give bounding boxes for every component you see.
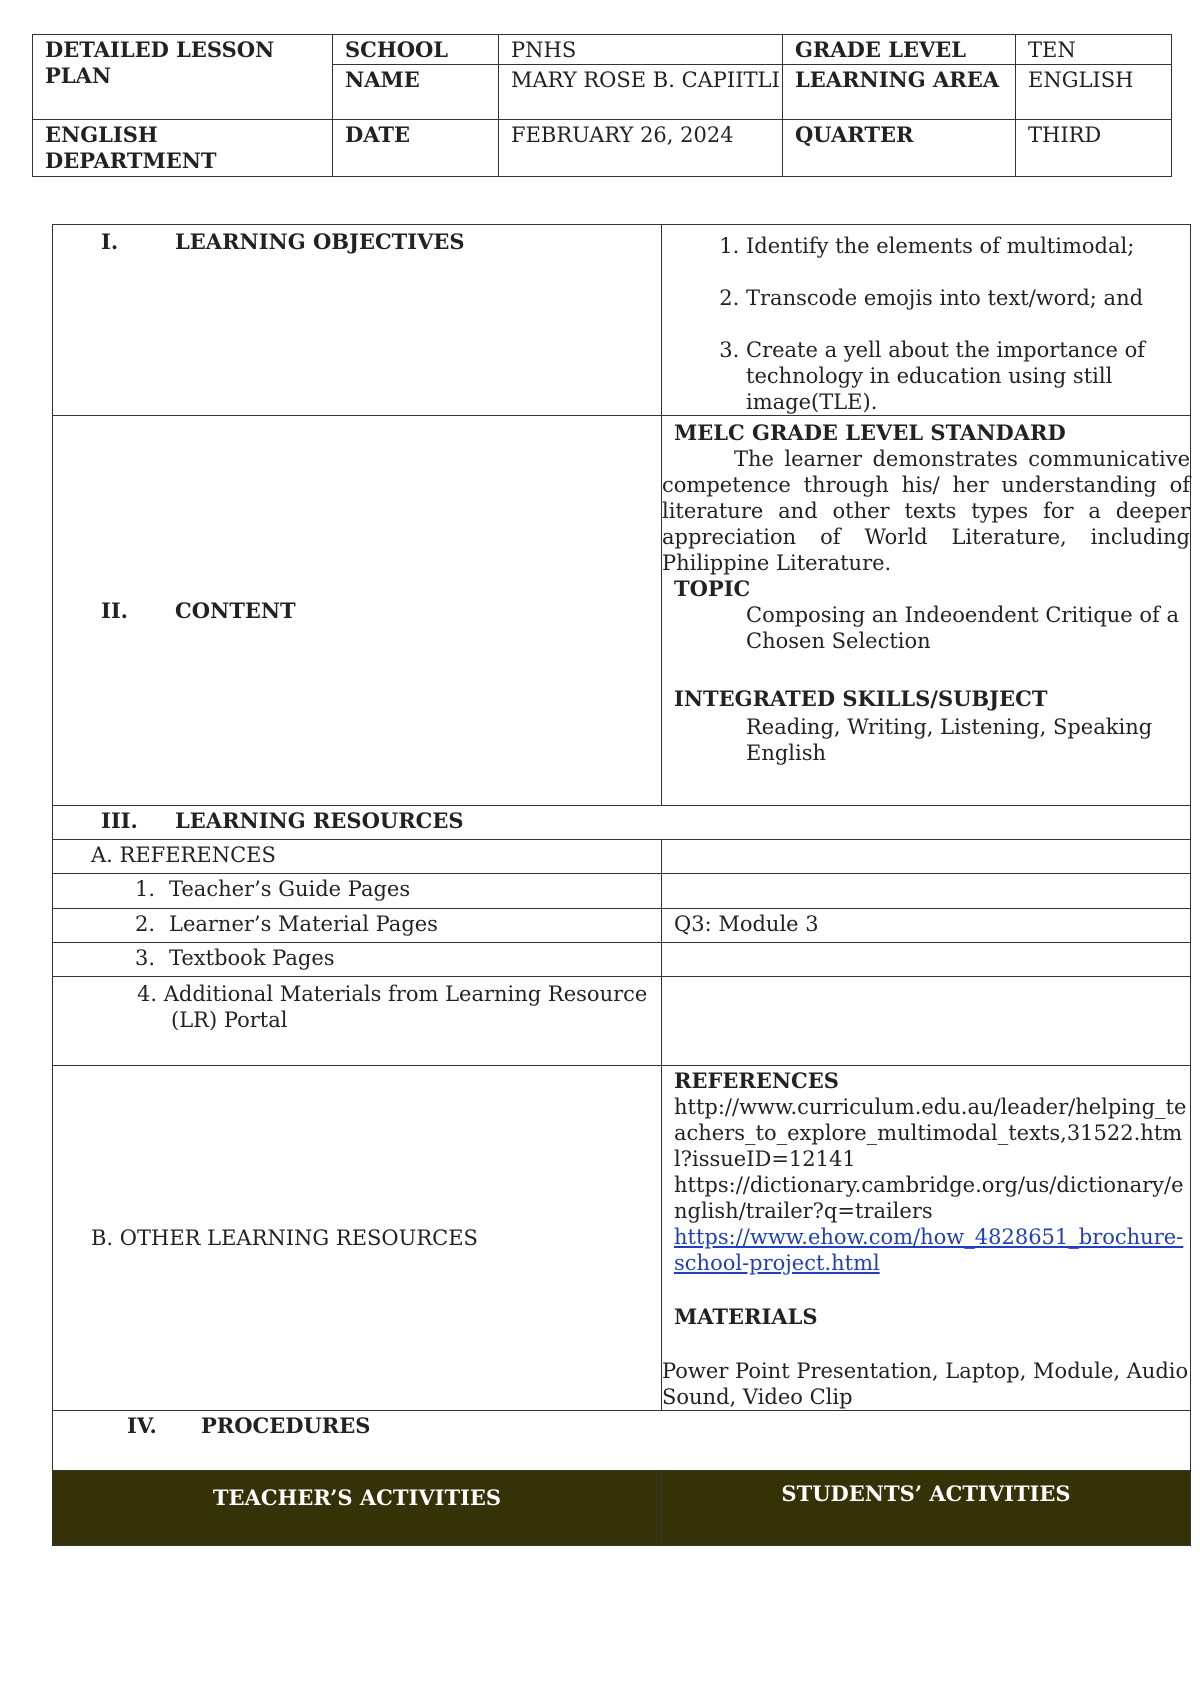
ref-item-number: 3. bbox=[135, 946, 156, 970]
ref-item-label: Learner’s Material Pages bbox=[169, 912, 438, 936]
ref-item4-value bbox=[662, 977, 1191, 1066]
teacher-activities-header: TEACHER’S ACTIVITIES bbox=[53, 1471, 662, 1546]
other-resources-row bbox=[53, 1066, 1191, 1411]
activities-header-row bbox=[53, 1471, 1191, 1546]
ref-item-value: Q3: Module 3 bbox=[662, 909, 1191, 943]
header-table bbox=[32, 34, 1172, 177]
other-resources-cell bbox=[662, 1066, 1191, 1411]
student-activities-header: STUDENTS’ ACTIVITIES bbox=[662, 1471, 1191, 1546]
content-label-cell bbox=[53, 416, 662, 806]
name-value: MARY ROSE B. CAPIITLI bbox=[499, 65, 783, 120]
area-label: LEARNING AREA bbox=[783, 65, 1016, 120]
procedures-title: PROCEDURES bbox=[201, 1413, 371, 1438]
objectives-list bbox=[662, 225, 1190, 415]
skills-heading: INTEGRATED SKILLS/SUBJECT bbox=[674, 686, 1048, 711]
ref-item-row bbox=[53, 874, 1191, 909]
melc-heading: MELC GRADE LEVEL STANDARD bbox=[674, 420, 1066, 445]
references-value bbox=[662, 840, 1191, 874]
resources-numeral: III. bbox=[101, 808, 138, 833]
content-row bbox=[53, 416, 1191, 806]
objectives-list-cell bbox=[662, 225, 1191, 416]
objective-item: 2. Transcode emojis into text/word; and bbox=[746, 285, 1182, 311]
objectives-label-cell bbox=[53, 225, 662, 416]
ref-item4-line2: (LR) Portal bbox=[171, 1008, 288, 1032]
date-value: FEBRUARY 26, 2024 bbox=[499, 120, 783, 177]
ref-item-row bbox=[53, 943, 1191, 977]
ref-item4-cell bbox=[53, 977, 662, 1066]
materials-text: Power Point Presentation, Laptop, Module, Audio Sound, Video Clip bbox=[662, 1359, 1189, 1409]
content-detail-cell bbox=[662, 416, 1191, 806]
resources-row bbox=[53, 806, 1191, 840]
objectives-title: LEARNING OBJECTIVES bbox=[175, 229, 465, 254]
ref-item-cell bbox=[53, 943, 662, 977]
procedures-numeral: IV. bbox=[127, 1413, 157, 1438]
procedures-row bbox=[53, 1411, 1191, 1471]
resources-title: LEARNING RESOURCES bbox=[175, 808, 464, 833]
objective-item: 1. Identify the elements of multimodal; bbox=[746, 233, 1182, 259]
area-value: ENGLISH bbox=[1016, 65, 1172, 120]
plan-title-cell bbox=[33, 35, 333, 120]
ref-item-row bbox=[53, 909, 1191, 943]
ref-item-number: 1. bbox=[135, 877, 156, 901]
content-numeral: II. bbox=[101, 597, 128, 623]
department-label: ENGLISH DEPARTMENT bbox=[33, 120, 333, 177]
materials-heading: MATERIALS bbox=[674, 1304, 818, 1329]
skills-line2: English bbox=[746, 741, 827, 765]
ref-item-cell bbox=[53, 909, 662, 943]
ref-item-cell bbox=[53, 874, 662, 909]
plan-title: DETAILED LESSON PLAN bbox=[45, 37, 275, 88]
ref-item4-line1: 4. Additional Materials from Learning Resource bbox=[137, 982, 648, 1006]
quarter-label: QUARTER bbox=[783, 120, 1016, 177]
lesson-table bbox=[52, 224, 1191, 1546]
skills-line1: Reading, Writing, Listening, Speaking bbox=[746, 715, 1153, 739]
ref-item-number: 2. bbox=[135, 912, 156, 936]
ref-item-label: Teacher’s Guide Pages bbox=[169, 877, 411, 901]
content-title: CONTENT bbox=[175, 597, 296, 623]
ref-link-curriculum: http://www.curriculum.edu.au/leader/helping_teachers_to_explore_multimodal_texts,31522.html?issueID=12141 bbox=[674, 1095, 1187, 1171]
refs-heading: REFERENCES bbox=[674, 1068, 839, 1093]
topic-text: Composing an Indeoendent Critique of a Chosen Selection bbox=[746, 603, 1180, 653]
date-label: DATE bbox=[333, 120, 499, 177]
topic-heading: TOPIC bbox=[674, 576, 751, 601]
objectives-row bbox=[53, 225, 1191, 416]
ref-item-row bbox=[53, 977, 1191, 1066]
ref-item-label: Textbook Pages bbox=[169, 946, 335, 970]
school-label: SCHOOL bbox=[333, 35, 499, 65]
ref-link-cambridge: https://dictionary.cambridge.org/us/dictionary/english/trailer?q=trailers bbox=[674, 1173, 1184, 1223]
quarter-value: THIRD bbox=[1016, 120, 1172, 177]
objectives-numeral: I. bbox=[101, 229, 119, 254]
resources-label-cell bbox=[53, 806, 1191, 840]
grade-value: TEN bbox=[1016, 35, 1172, 65]
procedures-label-cell bbox=[53, 1411, 1191, 1471]
school-value: PNHS bbox=[499, 35, 783, 65]
references-row bbox=[53, 840, 1191, 874]
ref-item-value bbox=[662, 874, 1191, 909]
grade-label: GRADE LEVEL bbox=[783, 35, 1016, 65]
melc-text: The learner demonstrates communicative competence through his/ her understanding of literature and other texts types for a deeper appreciation of World Literature, including Philippine Literature. bbox=[662, 447, 1190, 575]
objective-item: 3. Create a yell about the importance of technology in education using still image(TLE). bbox=[746, 337, 1182, 415]
ref-item-value bbox=[662, 943, 1191, 977]
other-resources-label: B. OTHER LEARNING RESOURCES bbox=[53, 1066, 662, 1411]
name-label: NAME bbox=[333, 65, 499, 120]
ref-link-ehow[interactable]: https://www.ehow.com/how_4828651_brochure-school-project.html bbox=[674, 1225, 1184, 1275]
references-label: A. REFERENCES bbox=[53, 840, 662, 874]
